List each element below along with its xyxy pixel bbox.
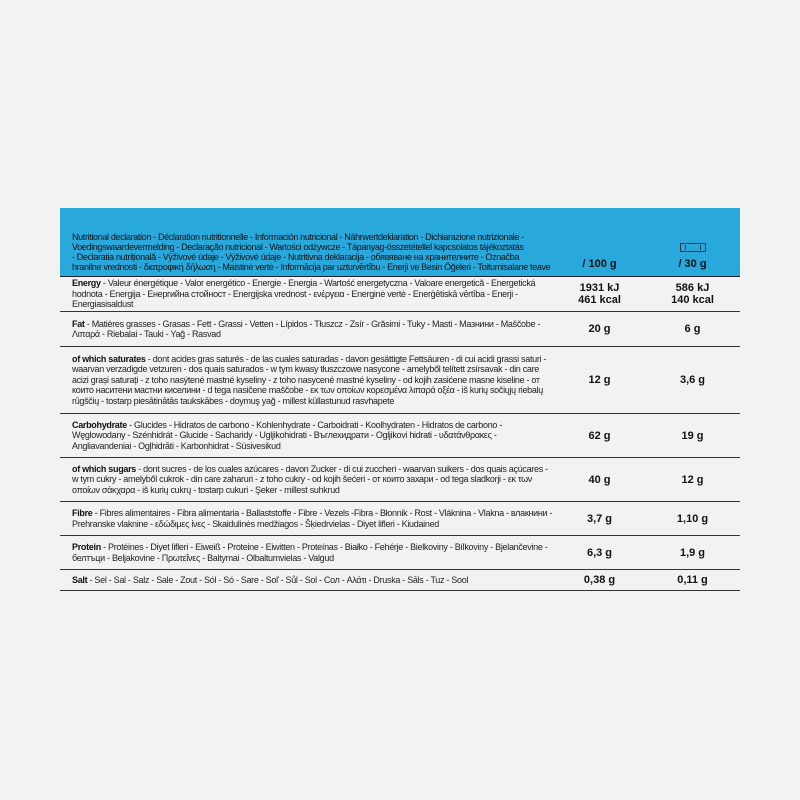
value-per-30g: [646, 547, 739, 559]
nutrient-name: of which saturates: [72, 353, 146, 364]
nutrient-value: 0,11 g: [677, 574, 708, 586]
nutrient-translations: - dont acides gras saturés - de las cuales saturadas - davon gesättigte Fettsäuren - di cui acidi grassi saturi - waarvan verzadigde vetzuren - dos quais saturados - w tym kwasy tłuszczowe nasycone - amelyből telített zsírsavak - din care acizi grași saturați - z toho nasýtené mastné kyseliny - z toho nasycené mastné kyseliny - od kojih zasićene masne kiseline - от които наситени мастни киселини - d tega nasičene maščobe - εκ των οποίων κορεσμένα λιπαρά οξέα - iš kurių sočiųjų riebalų rūgščių - tostarp piesātinātās taukskābes - doymuş yağ - millest küllastunud rasvhapete: [72, 353, 547, 406]
nutrient-translations: - Matières grasses - Grasas - Fett - Grassi - Vetten - Lípidos - Tłuszcz - Zsír - Grăsimi - Tuky - Masti - Мазнини - Maščobe - Λιπαρά - Riebalai - Tauki - Yağ - Rasvad: [72, 318, 541, 339]
nutrient-description: [60, 461, 553, 499]
header-per-100g: / 100 g: [582, 258, 617, 270]
nutrient-name: Protein: [72, 542, 101, 552]
header-per-portion: [646, 243, 739, 276]
nutrient-description: [60, 572, 553, 589]
nutrient-value: 0,38 g: [583, 574, 616, 586]
table-row: [60, 502, 740, 536]
table-header: [60, 208, 740, 277]
table-row: [60, 312, 740, 347]
value-per-30g: [646, 474, 739, 486]
nutrient-description: [60, 505, 553, 532]
nutrient-description: [60, 417, 553, 455]
value-per-100g: [553, 513, 646, 525]
value-per-30g: [646, 323, 739, 335]
nutrient-value: 12 g: [588, 374, 611, 386]
table-row: [60, 570, 740, 591]
energy-bar-icon: [680, 243, 706, 252]
nutrient-value: 12 g: [681, 473, 704, 486]
nutrient-translations: - Sel - Sal - Salz - Sale - Zout - Sól - Só - Sare - Soľ - Sůl - Sol - Сол - Αλάτι - Druska - Sāls - Tuz - Sool: [87, 574, 469, 585]
value-per-30g: [646, 374, 739, 386]
nutrient-translations: - Glucides - Hidratos de carbono - Kohlenhydrate - Carboidrati - Koolhydraten - Hidratos de carbono - Węglowodany - Szénhidrát - Glucide - Sacharidy - Ugljikohidrati - Въглехидрати - Ogljikovi hidrati - υδατάνθρακες - Angliavandeniai - Ogļhidrāti - Karbonhidrat - Süsivesikud: [72, 419, 503, 451]
table-row: [60, 277, 740, 312]
nutrient-value: 1931 kJ: [579, 282, 620, 294]
value-per-100g: [553, 374, 646, 386]
nutrient-translations: - Protéines - Diyet lifleri - Eiweiß - Proteine - Eiwitten - Proteínas - Białko - Fehérje - Bielkoviny - Bílkoviny - Bjelančevine - белтъци - Beljakovine - Πρωτεΐνες - Baltymai - Olbaltumvielas - Valgud: [72, 542, 548, 563]
nutrient-name: Fat: [72, 318, 85, 329]
table-row: [60, 347, 740, 414]
nutrient-value: 6 g: [684, 323, 701, 335]
value-per-100g: [553, 547, 646, 559]
nutrient-description: [60, 351, 553, 410]
nutrient-value: 1,9 g: [679, 546, 706, 559]
nutrient-value: 586 kJ: [675, 282, 710, 294]
nutrient-value: 62 g: [588, 429, 611, 442]
value-per-100g: [553, 430, 646, 442]
nutrient-name: Carbohydrate: [72, 419, 127, 430]
nutrient-value: 40 g: [588, 473, 611, 486]
value-per-100g: [553, 323, 646, 335]
nutrient-translations: - Fibres alimentaires - Fibra alimentaria - Ballaststoffe - Fibre - Vezels -Fibra - Błonnik - Rost - Vláknina - Vlakna - влакнини - Prehranske vlaknine - εδώδιμες ίνες - Skaidulinės medžiagos - Šķiedrvielas - Diyet lifleri - Kiudained: [72, 508, 553, 529]
nutrient-value: 1,10 g: [676, 512, 709, 525]
nutrition-table: [60, 208, 740, 591]
nutrient-name: Energy: [72, 278, 101, 289]
nutrient-name: of which sugars: [72, 463, 137, 474]
nutrient-translations: - dont sucres - de los cuales azúcares - davon Zucker - di cui zuccheri - waarvan suikers - dos quais açúcares - w tym cukry - amelyből cukrok - din care zaharuri - z toho cukry - od kojih šećeri - от които захари - od tega sladkorji - εκ των οποίων σάκχαρα - iš kurių cukrų - tostarp cukuri - Şeker - millest suhkrud: [72, 463, 548, 495]
nutrient-value: 140 kcal: [671, 294, 714, 306]
value-per-100g: [553, 574, 646, 586]
table-body: [60, 277, 740, 591]
header-per-30g: / 30 g: [678, 258, 707, 270]
value-per-30g: [646, 430, 739, 442]
table-row: [60, 536, 740, 570]
table-row: [60, 458, 740, 502]
nutrient-value: 3,6 g: [679, 374, 706, 386]
nutrient-description: [60, 539, 553, 566]
nutrient-value: 19 g: [681, 429, 704, 442]
value-per-30g: [646, 574, 739, 586]
nutrient-value: 20 g: [588, 323, 611, 335]
table-row: [60, 414, 740, 458]
nutrient-description: [60, 316, 553, 343]
value-per-100g: [553, 282, 646, 306]
nutrient-translations: - Valeur énergétique - Valor energético - Energie - Energia - Wartość energetyczna - Valoare energetică - Energetická hodnota - Energija - Енергийна стойност - Energijska vrednost - ενέργεια - Energinė vertė - Enerģētiskā vērtība - Enerji - Energiasisaldust: [72, 278, 536, 310]
nutrient-name: Fibre: [72, 508, 93, 518]
nutrient-value: 461 kcal: [578, 294, 621, 306]
nutrient-description: [60, 275, 553, 313]
value-per-30g: [646, 282, 739, 306]
nutrient-value: 3,7 g: [586, 512, 613, 525]
nutrient-value: 6,3 g: [586, 546, 613, 559]
value-per-30g: [646, 513, 739, 525]
nutrient-name: Salt: [72, 574, 88, 585]
header-description: Nutritional declaration - Déclaration nutritionnelle - Información nutricional - Nährwertdeklaration - Dichiarazione nutrizionale - Voedingswaardevermelding - Declaração nutricional - Wartości odżywcze - Tápanyag-összetétellel kapcsolatos tájékoztatás - Declaratia nutrițională - Výživové údaje - Výživové údaje - Nutritivna deklaracija - обявяване на хранителните - Označba hranilne vrednosti - διατροφική δήλωση - Maistinė vertė - Informācija par uzturvērtību - Enerji ve Besin Öğeleri - Toitumisalane teave: [72, 232, 551, 272]
value-per-100g: [553, 474, 646, 486]
